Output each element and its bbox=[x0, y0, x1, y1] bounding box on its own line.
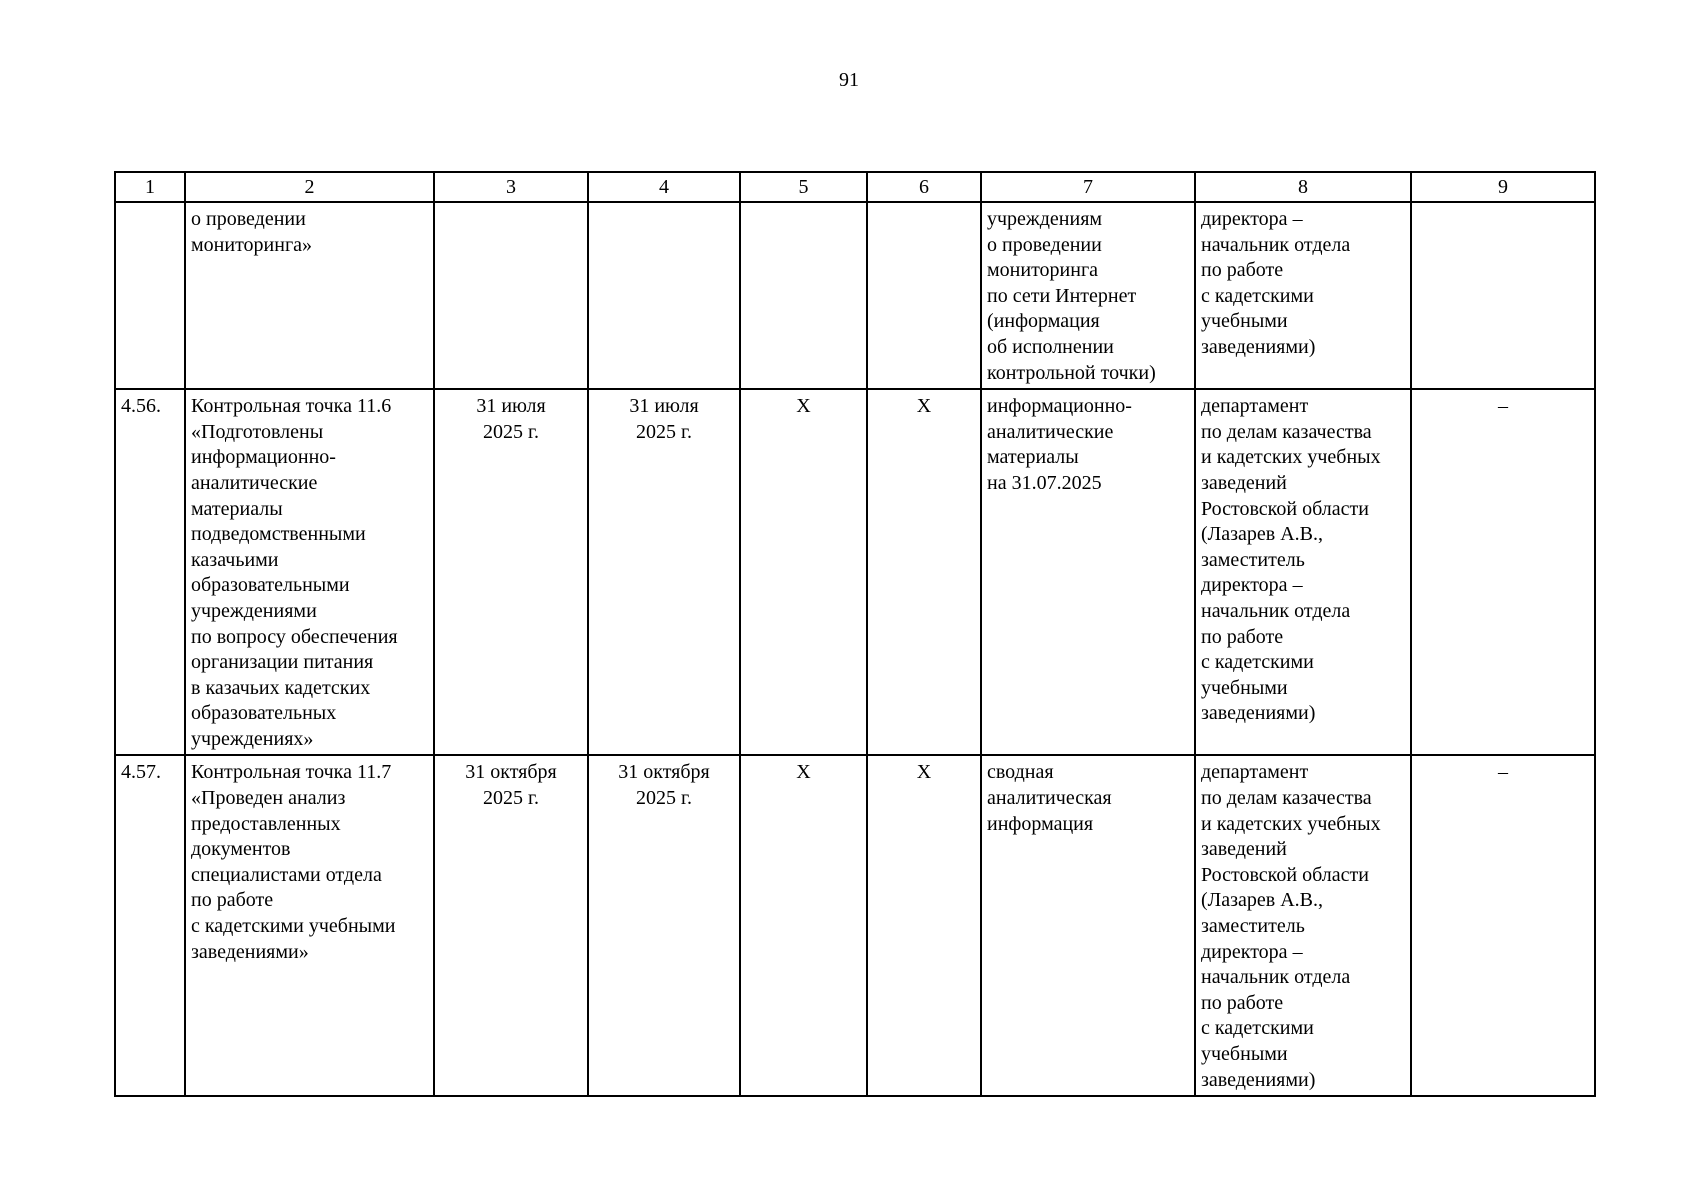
cell-col-5: Х bbox=[740, 755, 867, 1096]
cell-number: 4.57. bbox=[115, 755, 185, 1096]
table-row bbox=[115, 755, 1595, 1096]
cell-responsible: директора – начальник отдела по работе с кадетскими учебными заведениями) bbox=[1195, 202, 1411, 389]
table-row bbox=[115, 389, 1595, 755]
cell-number bbox=[115, 202, 185, 389]
cell-col-9: – bbox=[1411, 755, 1595, 1096]
cell-number: 4.56. bbox=[115, 389, 185, 755]
cell-col-9: – bbox=[1411, 389, 1595, 755]
cell-responsible: департамент по делам казачества и кадетских учебных заведений Ростовской области (Лазарев А.В., заместитель директора – начальник отдела по работе с кадетскими учебными заведениями) bbox=[1195, 755, 1411, 1096]
cell-col-3 bbox=[434, 202, 588, 389]
cell-col-5 bbox=[740, 202, 867, 389]
column-header-3: 3 bbox=[434, 172, 588, 202]
cell-col-4: 31 октября 2025 г. bbox=[588, 755, 740, 1096]
column-header-4: 4 bbox=[588, 172, 740, 202]
column-header-1: 1 bbox=[115, 172, 185, 202]
cell-col-6: Х bbox=[867, 755, 981, 1096]
table-header-row bbox=[115, 172, 1595, 202]
cell-col-4 bbox=[588, 202, 740, 389]
cell-col-9 bbox=[1411, 202, 1595, 389]
table-row bbox=[115, 202, 1595, 389]
cell-col-4: 31 июля 2025 г. bbox=[588, 389, 740, 755]
cell-col-3: 31 октября 2025 г. bbox=[434, 755, 588, 1096]
page-number: 91 bbox=[839, 69, 859, 91]
cell-event-name: Контрольная точка 11.7 «Проведен анализ предоставленных документов специалистами отдела по работе с кадетскими учебными заведениями» bbox=[185, 755, 434, 1096]
cell-result: сводная аналитическая информация bbox=[981, 755, 1195, 1096]
cell-col-3: 31 июля 2025 г. bbox=[434, 389, 588, 755]
cell-result: информационно- аналитические материалы на 31.07.2025 bbox=[981, 389, 1195, 755]
cell-event-name: о проведении мониторинга» bbox=[185, 202, 434, 389]
cell-col-6 bbox=[867, 202, 981, 389]
cell-responsible: департамент по делам казачества и кадетских учебных заведений Ростовской области (Лазарев А.В., заместитель директора – начальник отдела по работе с кадетскими учебными заведениями) bbox=[1195, 389, 1411, 755]
cell-col-6: Х bbox=[867, 389, 981, 755]
column-header-8: 8 bbox=[1195, 172, 1411, 202]
cell-result: учреждениям о проведении мониторинга по сети Интернет (информация об исполнении контрольной точки) bbox=[981, 202, 1195, 389]
column-header-5: 5 bbox=[740, 172, 867, 202]
column-header-9: 9 bbox=[1411, 172, 1595, 202]
column-header-7: 7 bbox=[981, 172, 1195, 202]
column-header-6: 6 bbox=[867, 172, 981, 202]
cell-event-name: Контрольная точка 11.6 «Подготовлены информационно- аналитические материалы подведомственными казачьими образовательными учреждениями по вопросу обеспечения организации питания в казачьих кадетских образовательных учреждениях» bbox=[185, 389, 434, 755]
cell-col-5: Х bbox=[740, 389, 867, 755]
plan-table bbox=[114, 171, 1596, 1097]
column-header-2: 2 bbox=[185, 172, 434, 202]
